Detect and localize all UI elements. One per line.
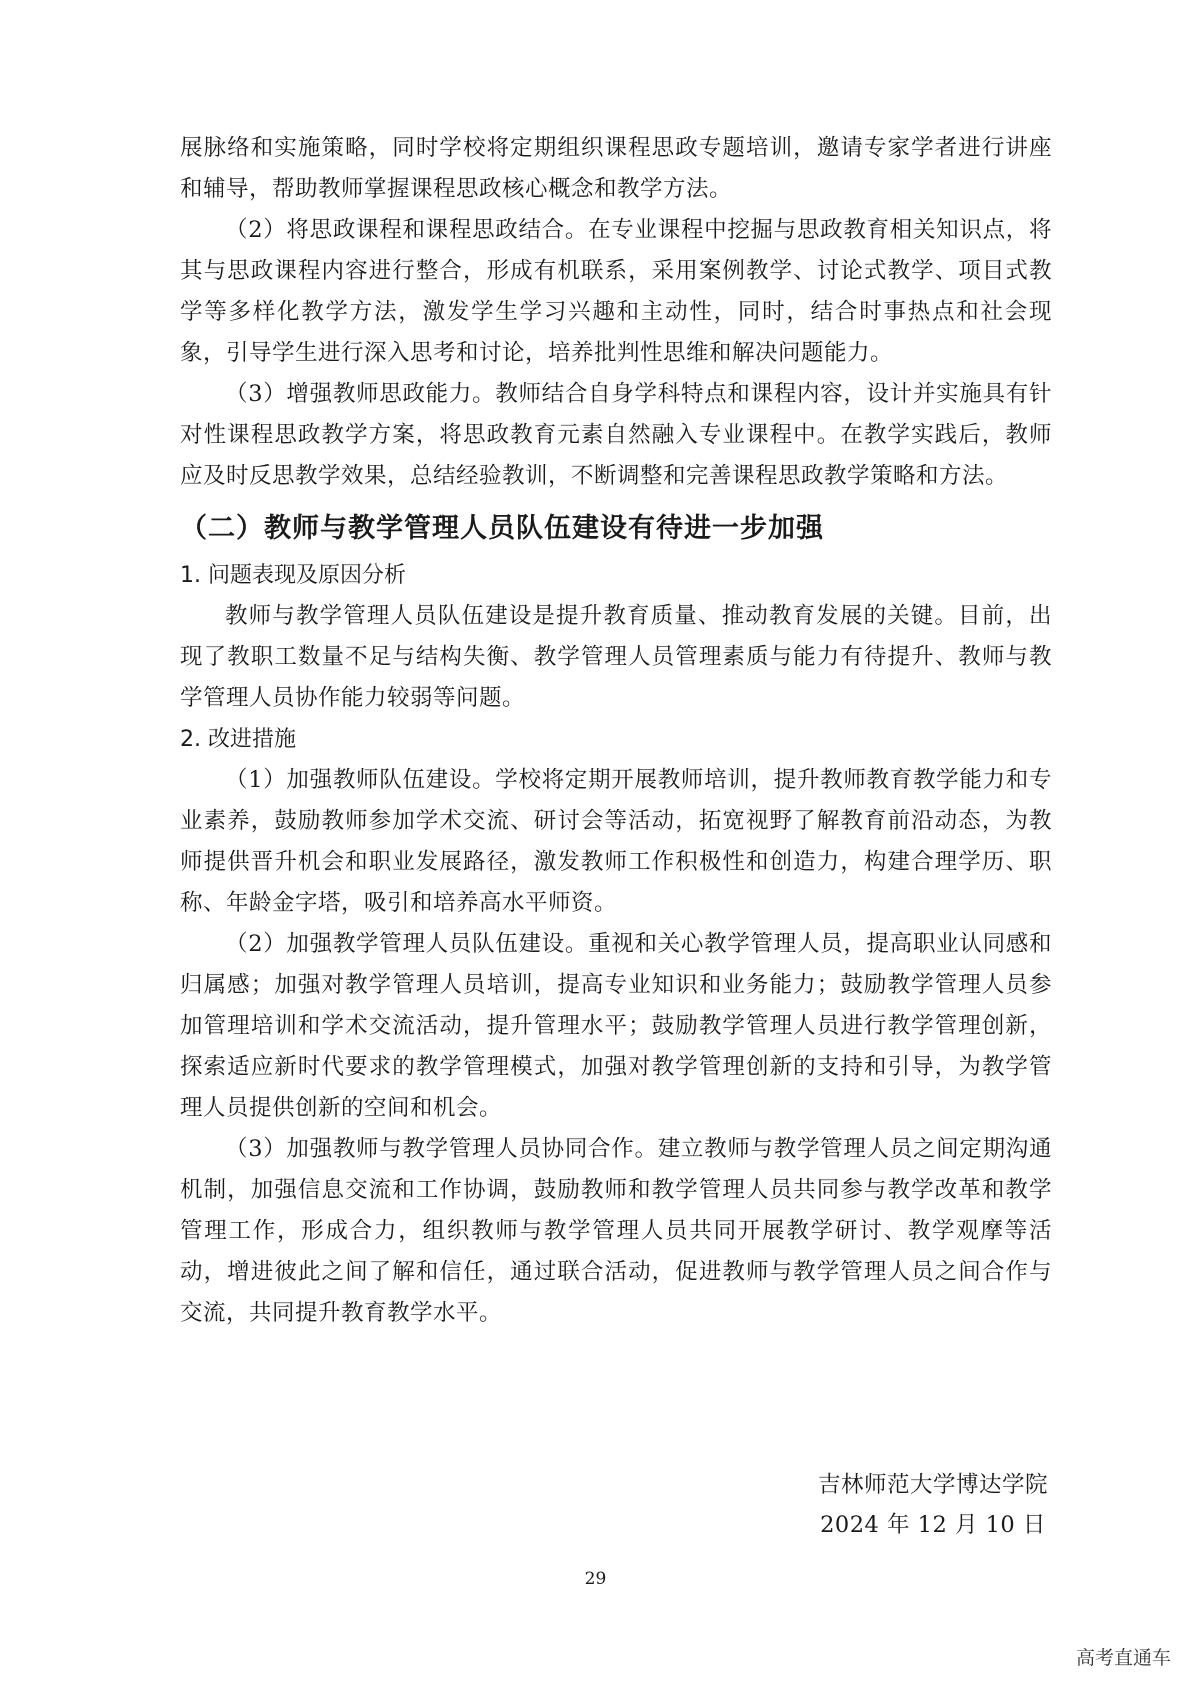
paragraph-improvement-2: （2）加强教学管理人员队伍建设。重视和关心教学管理人员，提高职业认同感和归属感；加强对教学管理人员培训，提高专业知识和业务能力；鼓励教学管理人员参加管理培训和学术交流活动，提升管理水平；鼓励教学管理人员进行教学管理创新，探索适应新时代要求的教学管理模式，加强对教学管理创新的支持和引导，为教学管理人员提供创新的空间和机会。 xyxy=(180,931,1052,1121)
paragraph-continued: 展脉络和实施策略，同时学校将定期组织课程思政专题培训，邀请专家学者进行讲座和辅导，帮助教师掌握课程思政核心概念和教学方法。 xyxy=(180,135,1052,202)
signature-block xyxy=(818,1465,1048,1545)
document-body xyxy=(180,128,1052,1334)
paragraph-problem-analysis: 教师与教学管理人员队伍建设是提升教育质量、推动教育发展的关键。目前，出现了教职工数量不足与结构失衡、教学管理人员管理素质与能力有待提升、教师与教学管理人员协作能力较弱等问题。 xyxy=(180,603,1052,711)
paragraph-measure-2: （2）将思政课程和课程思政结合。在专业课程中挖掘与思政教育相关知识点，将其与思政课程内容进行整合，形成有机联系，采用案例教学、讨论式教学、项目式教学等多样化教学方法，激发学生学习兴趣和主动性，同时，结合时事热点和社会现象，引导学生进行深入思考和讨论，培养批判性思维和解决问题能力。 xyxy=(180,217,1052,366)
watermark-text: 高考直通车 xyxy=(1075,1647,1171,1669)
paragraph-measure-3: （3）增强教师思政能力。教师结合自身学科特点和课程内容，设计并实施具有针对性课程思政教学方案，将思政教育元素自然融入专业课程中。在教学实践后，教师应及时反思教学效果，总结经验教训，不断调整和完善课程思政教学策略和方法。 xyxy=(180,381,1052,489)
signature-institution: 吉林师范大学博达学院 xyxy=(817,1472,1048,1498)
subheading-problem-analysis: 1. 问题表现及原因分析 xyxy=(180,563,406,588)
subheading-improvement-measures: 2. 改进措施 xyxy=(180,727,296,752)
section-heading: （二）教师与教学管理人员队伍建设有待进一步加强 xyxy=(180,513,824,544)
page-number: 29 xyxy=(584,1569,607,1589)
paragraph-improvement-3: （3）加强教师与教学管理人员协同合作。建立教师与教学管理人员之间定期沟通机制，加强信息交流和工作协调，鼓励教师和教学管理人员共同参与教学改革和教学管理工作，形成合力，组织教师与教学管理人员共同开展教学研讨、教学观摩等活动，增进彼此之间了解和信任，通过联合活动，促进教师与教学管理人员之间合作与交流，共同提升教育教学水平。 xyxy=(180,1136,1052,1326)
paragraph-improvement-1: （1）加强教师队伍建设。学校将定期开展教师培训，提升教师教育教学能力和专业素养，鼓励教师参加学术交流、研讨会等活动，拓宽视野了解教育前沿动态，为教师提供晋升机会和职业发展路径，激发教师工作积极性和创造力，构建合理学历、职称、年龄金字塔，吸引和培养高水平师资。 xyxy=(180,767,1052,916)
signature-date: 2024 年 12 月 10 日 xyxy=(820,1512,1046,1538)
